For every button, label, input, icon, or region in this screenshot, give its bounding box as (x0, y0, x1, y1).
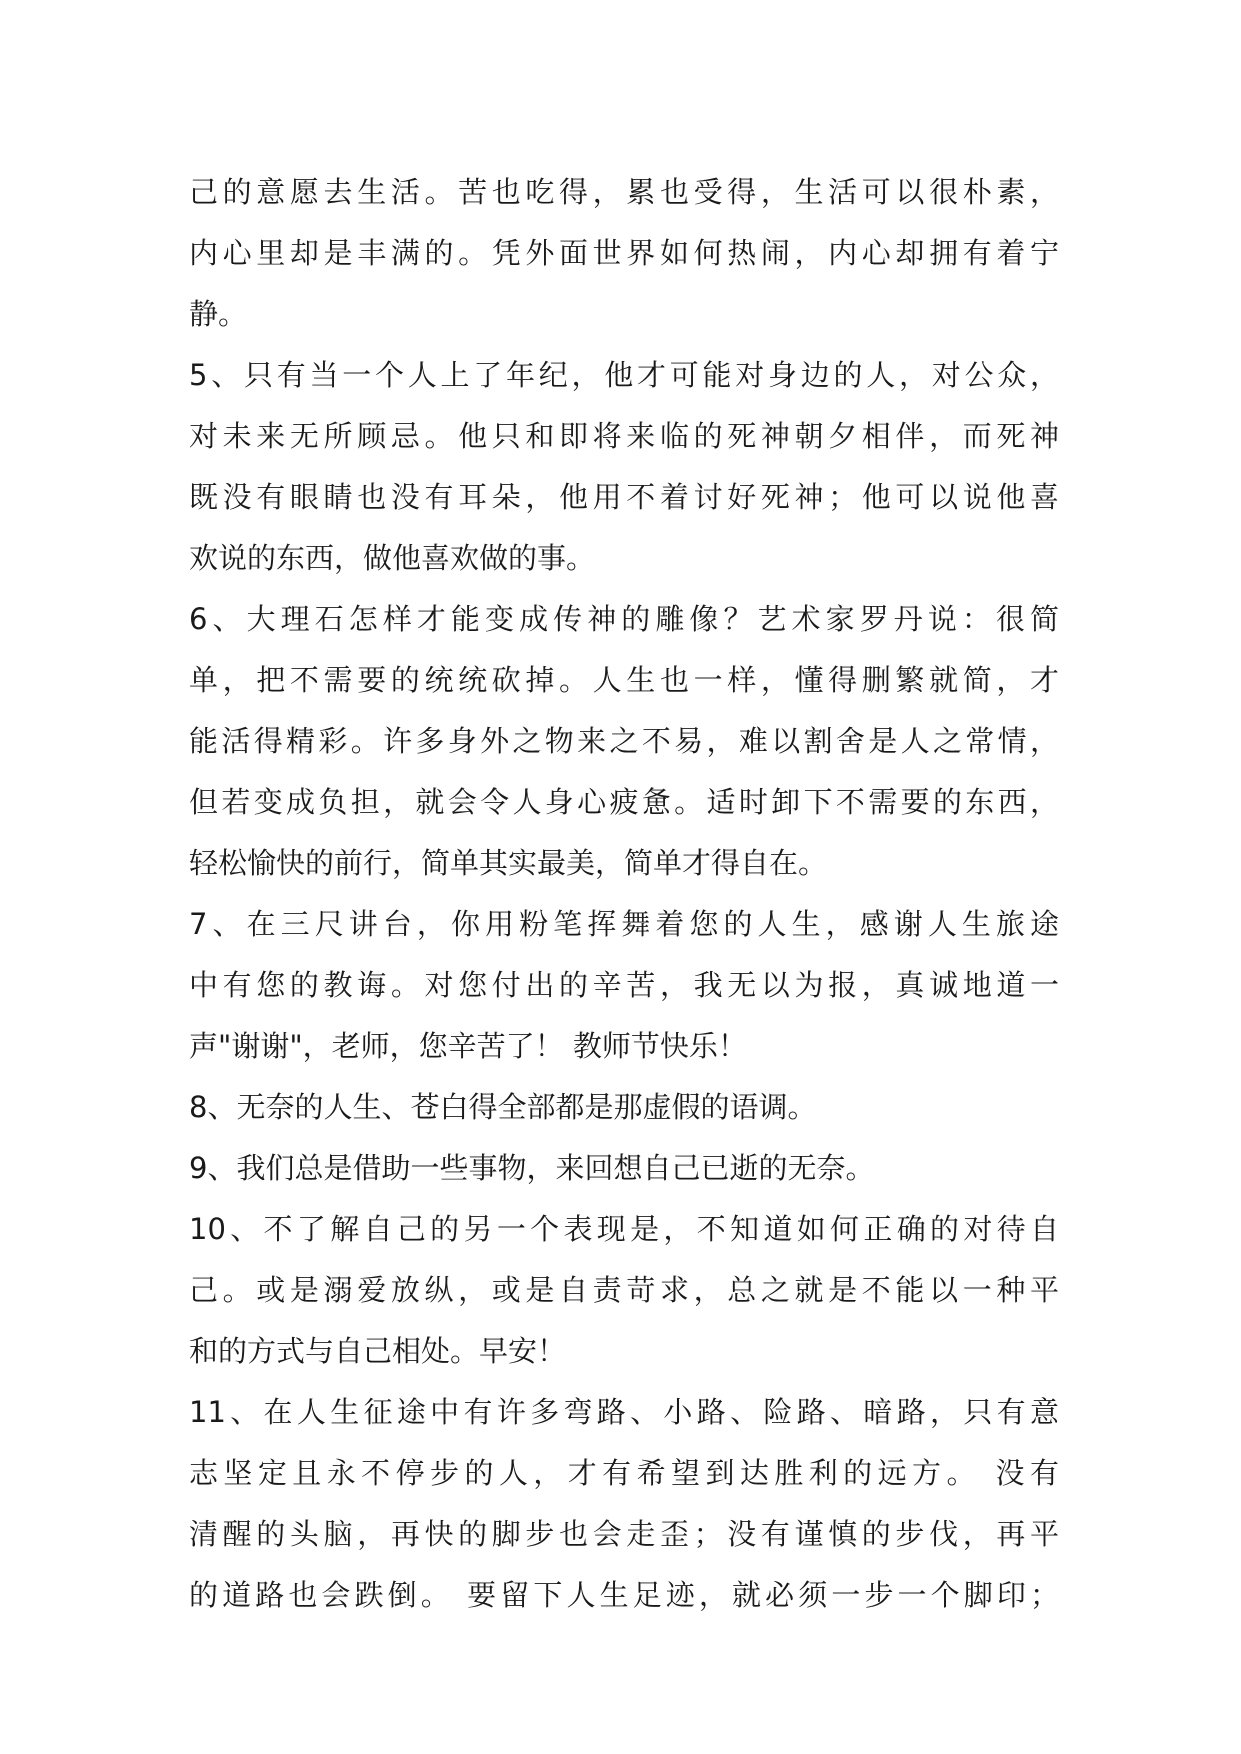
text-line: 志坚定且永不停步的人，才有希望到达胜利的远方。 没有 (189, 1456, 1059, 1490)
text-line: 11、在人生征途中有许多弯路、小路、险路、暗路，只有意 (189, 1395, 1059, 1429)
text-line: 6、大理石怎样才能变成传神的雕像？艺术家罗丹说：很简 (189, 602, 1059, 636)
text-line: 对未来无所顾忌。他只和即将来临的死神朝夕相伴，而死神 (189, 419, 1059, 453)
text-line: 既没有眼睛也没有耳朵，他用不着讨好死神；他可以说他喜 (189, 480, 1059, 514)
text-line: 静。 (189, 297, 248, 331)
text-line: 声"谢谢"，老师，您辛苦了！ 教师节快乐！ (189, 1029, 747, 1063)
text-line: 欢说的东西，做他喜欢做的事。 (189, 541, 596, 575)
text-line: 10、不了解自己的另一个表现是，不知道如何正确的对待自 (189, 1212, 1059, 1246)
text-line: 轻松愉快的前行，简单其实最美，简单才得自在。 (189, 846, 828, 880)
text-line: 8、无奈的人生、苍白得全部都是那虚假的语调。 (189, 1090, 817, 1124)
text-line: 中有您的教诲。对您付出的辛苦，我无以为报，真诚地道一 (189, 968, 1059, 1002)
text-line: 内心里却是丰满的。凭外面世界如何热闹，内心却拥有着宁 (189, 236, 1059, 270)
text-line: 的道路也会跌倒。 要留下人生足迹，就必须一步一个脚印； (189, 1578, 1059, 1612)
text-line: 能活得精彩。许多身外之物来之不易，难以割舍是人之常情， (189, 724, 1059, 758)
text-line: 9、我们总是借助一些事物，来回想自己已逝的无奈。 (189, 1151, 875, 1185)
text-line: 但若变成负担，就会令人身心疲惫。适时卸下不需要的东西， (189, 785, 1059, 819)
text-line: 5、只有当一个人上了年纪，他才可能对身边的人，对公众， (189, 358, 1059, 392)
text-line: 7、在三尺讲台，你用粉笔挥舞着您的人生，感谢人生旅途 (189, 907, 1059, 941)
text-line: 单，把不需要的统统砍掉。人生也一样，懂得删繁就简，才 (189, 663, 1059, 697)
text-line: 和的方式与自己相处。早安！ (189, 1334, 567, 1368)
body-text (189, 162, 1059, 1626)
text-line: 己的意愿去生活。苦也吃得，累也受得，生活可以很朴素， (189, 175, 1059, 209)
text-line: 清醒的头脑，再快的脚步也会走歪；没有谨慎的步伐，再平 (189, 1517, 1059, 1551)
text-line: 己。或是溺爱放纵，或是自责苛求，总之就是不能以一种平 (189, 1273, 1059, 1307)
